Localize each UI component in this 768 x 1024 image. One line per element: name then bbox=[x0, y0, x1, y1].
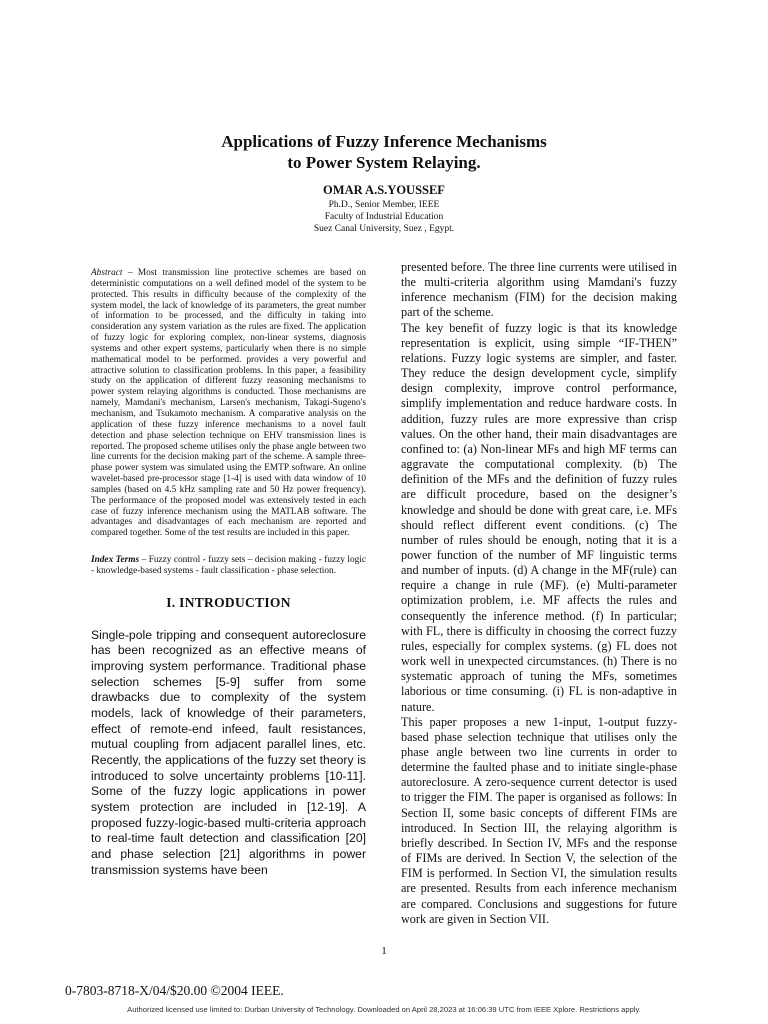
abstract bbox=[91, 268, 366, 539]
right-paragraph-1: presented before. The three line currents were utilised in the multi-criteria algorithm using Mamdani's fuzzy inference mechanism (FIM) for the decision making part of the scheme. bbox=[401, 260, 677, 320]
affiliation-line-1: Ph.D., Senior Member, IEEE bbox=[328, 200, 440, 210]
section-heading-introduction: I. INTRODUCTION bbox=[166, 594, 291, 610]
footer-copyright: 0-7803-8718-X/04/$20.00 ©2004 IEEE. bbox=[65, 983, 284, 998]
author-affiliation bbox=[0, 199, 768, 235]
affiliation-line-2: Faculty of Industrial Education bbox=[324, 212, 444, 222]
abstract-text: – Most transmission line protective schemes are based on deterministic computations on a well defined model of the system to be protected. This results in difficulty because of the complexity of the system model, the lack of knowledge of its parameters, the great number of information to be processed, and the difficulty in taking into consideration any system variation as the rules are fixed. The application of fuzzy logic for exploring complex, non-linear systems, diagnosis systems and other expert systems, particularly when there is no simple mathematical model to be performed. provides a very powerful and attractive solution to classification problems. In this paper, a feasibility study on the application of different fuzzy reasoning mechanisms to power system relaying algorithms is conducted. Those mechanisms are namely, Mamdani's mechanism, Larsen's mechanism, Takagi-Sugeno's mechanism, and Tsukamoto mechanism. A comparative analysis on the application of these fuzzy inference mechanisms to a novel fault detection and phase selection technique on EHV transmission lines is reported. The proposed scheme utilises only the phase angle between two line currents for the decision making part of the scheme. A sample three-phase power system was simulated using the EMTP software. An online wavelet-based pre-processor stage [1-4] is used with data window of 10 samples (based on 4.5 kHz sampling rate and 50 Hz power frequency). The performance of the proposed model was extensively tested in each case of fuzzy inference mechanism using the MATLAB software. The advantages and disadvantages of each mechanism are reported and compared together. Some of the test results are included in this paper. bbox=[91, 268, 366, 539]
paper-title bbox=[0, 131, 768, 173]
index-terms bbox=[91, 555, 366, 577]
right-paragraph-2: The key benefit of fuzzy logic is that its knowledge representation is explicit, using simple “IF-THEN” relations. Fuzzy logic systems are simpler, and faster. They reduce the design development cycle, simplify design complexity, improve control performance, simplify implementation and reduce hardware costs. In addition, fuzzy rules are more expressive than crisp values. On the other hand, their main disadvantages are confined to: (a) Non-linear MFs and high MF terms can aggravate the computational complexity. (b) The definition of the MFs and the definition of fuzzy rules are difficult procedure, based on the designer’s knowledge and should be done with great care, i.e. MFs should reflect different event conditions. (c) The number of rules should be enough, noting that it is a power function of the number of MF linguistic terms and number of inputs. (d) A change in the MF(rule) can require a change in rule (MF). (e) Multi-parameter optimization problem, i.e. MF affects the rules and consequently the inference method. (f) In particular; with FL, there is difficulty in choosing the correct fuzzy rules, especially for complex systems. (g) FL does not work well in unexpected circumstances. (h) There is no systematic approach of tuning the MFs, sometimes laborious or time consuming. (i) FL is non-adaptive in nature. bbox=[401, 320, 677, 714]
right-column bbox=[401, 260, 677, 927]
left-column bbox=[91, 268, 366, 878]
license-notice: Authorized licensed use limited to: Durban University of Technology. Downloaded on April 28,2023 at 16:06:39 UTC from IEEE Xplore. Restrictions apply. bbox=[127, 1005, 641, 1014]
introduction-body: Single-pole tripping and consequent autoreclosure has been recognized as an effective means of improving system performance. Traditional phase selection schemes [5-9] suffer from some drawbacks due to complexity of the system models, lack of knowledge of their parameters, effect of remote-end infeed, fault resistances, mutual coupling from adjacent parallel lines, etc. Recently, the applications of the fuzzy set theory is introduced to solve uncertainty problems [10-11]. Some of the fuzzy logic applications in power system protection are included in [12-19]. A proposed fuzzy-logic-based multi-criteria approach to real-time fault detection and classification [20] and phase selection [21] algorithms in power transmission systems have been bbox=[91, 627, 366, 877]
page-number: 1 bbox=[381, 945, 387, 957]
affiliation-line-3: Suez Canal University, Suez , Egypt. bbox=[313, 224, 455, 234]
author-name: OMAR A.S.YOUSSEF bbox=[323, 183, 445, 197]
abstract-label: Abstract bbox=[91, 268, 123, 278]
index-terms-label: Index Terms bbox=[91, 555, 140, 566]
right-paragraph-3: This paper proposes a new 1-input, 1-output fuzzy-based phase selection technique that utilises only the phase angle between two line currents in order to determine the faulted phase and to initiate single-phase autoreclosure. A zero-sequence current detector is used to trigger the FIM. The paper is organised as follows: In Section II, some basic concepts of different FIMs are introduced. In Section III, the relaying algorithm is briefly described. In Section IV, MFs and the response of FIMs are derived. In Section V, the selection of the FIM is performed. In Section VI, the simulation results are presented. Results from each inference mechanism are compared. Conclusions and suggestions for future work are given in Section VII. bbox=[401, 714, 677, 926]
title-line-2: to Power System Relaying. bbox=[287, 153, 481, 172]
title-line-1: Applications of Fuzzy Inference Mechanisms bbox=[221, 132, 547, 151]
index-terms-text: – Fuzzy control - fuzzy sets – decision making - fuzzy logic - knowledge-based systems - fault classification - phase selection. bbox=[91, 555, 366, 576]
